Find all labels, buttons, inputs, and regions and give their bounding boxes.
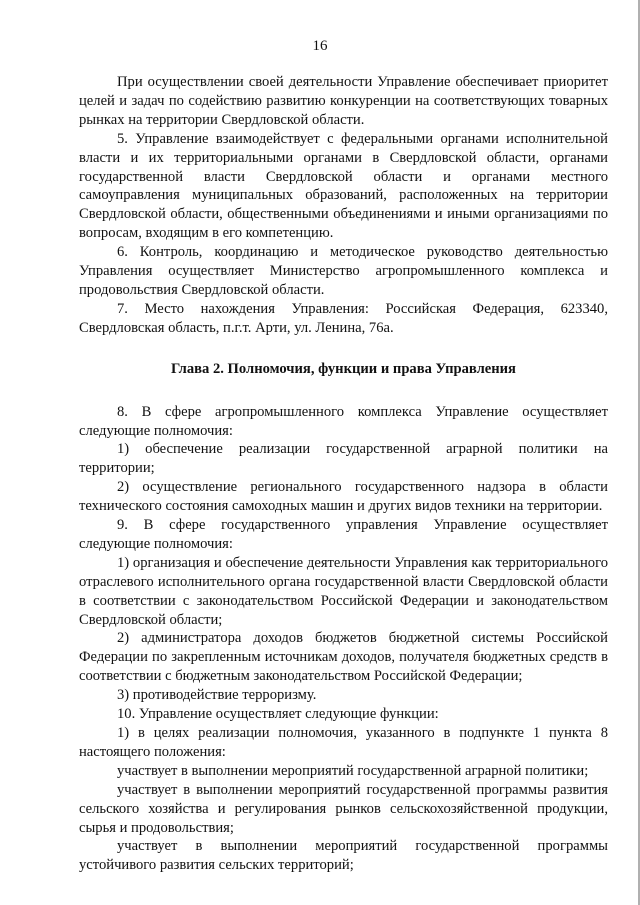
paragraph: участвует в выполнении мероприятий государственной программы развития сельского хозяйства и регулирования рынков сельскохозяйственной продукции, сырья и продовольствия; <box>79 781 608 836</box>
paragraph: При осуществлении своей деятельности Управление обеспечивает приоритет целей и задач по содействию развитию конкуренции на соответствующих товарных рынках на территории Свердловской области. <box>79 74 608 128</box>
page-number: 16 <box>312 38 328 54</box>
paragraph: 1) организация и обеспечение деятельности Управления как территориального отраслевого исполнительного органа государственной власти Свердловской области в соответствии с законодательством Российской Федерации и законодательством Свердловской области; <box>79 554 608 628</box>
paragraph: 2) администратора доходов бюджетов бюджетной системы Российской Федерации по закрепленным источникам доходов, получателя бюджетных средств в соответствии с бюджетным законодательством Российской Федерации; <box>79 630 608 685</box>
paragraph: 7. Место нахождения Управления: Российская Федерация, 623340, Свердловская область, п.г.т. Арти, ул. Ленина, 76а. <box>79 300 608 336</box>
paragraph: 8. В сфере агропромышленного комплекса Управление осуществляет следующие полномочия: <box>79 403 608 439</box>
paragraph: 3) противодействие терроризму. <box>117 687 317 704</box>
paragraph: 1) в целях реализации полномочия, указанного в подпункте 1 пункта 8 настоящего положения: <box>79 725 608 760</box>
paragraph: 2) осуществление регионального государственного надзора в области технического состояния самоходных машин и других видов техники на территории. <box>79 479 608 515</box>
paragraph: 1) обеспечение реализации государственной аграрной политики на территории; <box>79 441 608 477</box>
paragraph: участвует в выполнении мероприятий государственной аграрной политики; <box>117 762 589 779</box>
paragraph: 6. Контроль, координацию и методическое руководство деятельностью Управления осуществляет Министерство агропромышленного комплекса и продовольствия Свердловской области. <box>79 244 608 298</box>
document-body <box>79 73 608 875</box>
paragraph: 9. В сфере государственного управления Управление осуществляет следующие полномочия: <box>79 517 608 552</box>
chapter-heading: Глава 2. Полномочия, функции и права Управления <box>171 360 516 377</box>
paragraph: 5. Управление взаимодействует с федеральными органами исполнительной власти и их территориальными органами в Свердловской области, органами государственной власти Свердловской области и органами местного самоуправления муниципальных образований, расположенных на территории Свердловской области, общественными объединениями и иными организациями по вопросам, входящим в его компетенцию. <box>79 130 608 242</box>
paragraph: участвует в выполнении мероприятий государственной программы устойчивого развития сельских территорий; <box>79 838 608 874</box>
paragraph: 10. Управление осуществляет следующие функции: <box>117 706 439 723</box>
